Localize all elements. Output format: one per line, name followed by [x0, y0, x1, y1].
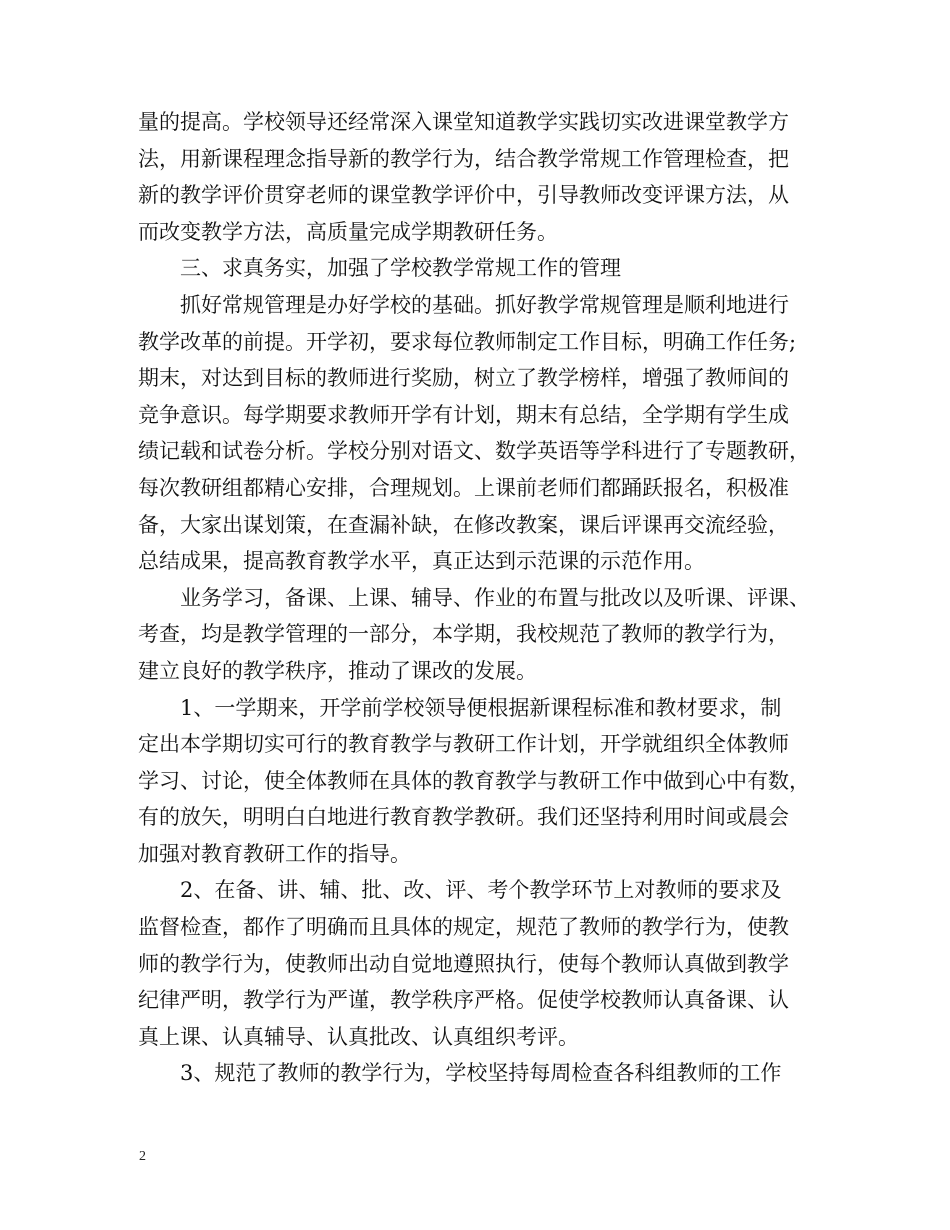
paragraph-line: 总结成果，提高教育教学水平，真正达到示范课的示范作用。: [138, 549, 705, 574]
paragraph-line: 纪律严明，教学行为严谨，教学秩序严格。促使学校教师认真备课、认: [138, 988, 789, 1013]
paragraph-line: 每次教研组都精心安排，合理规划。上课前老师们都踊跃报名，积极准: [138, 475, 789, 500]
paragraph-line: 新的教学评价贯穿老师的课堂教学评价中，引导教师改变评课方法，从: [138, 183, 789, 208]
paragraph-line: 1、一学期来，开学前学校领导便根据新课程标准和教材要求，制: [180, 695, 782, 720]
paragraph: [138, 872, 818, 1055]
paragraph-line: 竞争意识。每学期要求教师开学有计划，期末有总结，全学期有学生成: [138, 402, 789, 427]
paragraph-line: 绩记载和试卷分析。学校分别对语文、数学英语等学科进行了专题教研，: [138, 439, 810, 464]
paragraph: [138, 104, 818, 250]
paragraph-line: 监督检查，都作了明确而且具体的规定，规范了教师的教学行为，使教: [138, 915, 789, 940]
paragraph-line: 考查，均是教学管理的一部分，本学期，我校规范了教师的教学行为，: [138, 622, 789, 647]
paragraph-line: 有的放矢，明明白白地进行教育教学教研。我们还坚持利用时间或晨会: [138, 805, 789, 830]
paragraph-line: 法，用新课程理念指导新的教学行为，结合教学常规工作管理检查，把: [138, 146, 789, 171]
paragraph: [138, 250, 818, 287]
paragraph-line: 而改变教学方法，高质量完成学期教研任务。: [138, 219, 558, 244]
paragraph: [138, 1055, 818, 1092]
paragraph-line: 三、求真务实，加强了学校教学常规工作的管理: [180, 256, 621, 281]
paragraph: [138, 287, 818, 580]
paragraph-line: 师的教学行为，使教师出动自觉地遵照执行，使每个教师认真做到教学: [138, 951, 789, 976]
paragraph-line: 加强对教育教研工作的指导。: [138, 841, 411, 866]
page-number: 2: [139, 1149, 146, 1164]
paragraph-line: 备，大家出谋划策，在查漏补缺，在修改教案，课后评课再交流经验，: [138, 512, 789, 537]
paragraph-line: 量的提高。学校领导还经常深入课堂知道教学实践切实改进课堂教学方: [138, 110, 789, 134]
paragraph-line: 建立良好的教学秩序，推动了课改的发展。: [138, 658, 537, 683]
paragraph-line: 3、规范了教师的教学行为，学校坚持每周检查各科组教师的工作: [180, 1061, 782, 1086]
paragraph-line: 业务学习，备课、上课、辅导、作业的布置与批改以及听课、评课、: [180, 585, 810, 610]
document-body: [138, 104, 818, 1092]
paragraph-line: 学习、讨论，使全体教师在具体的教育教学与教研工作中做到心中有数，: [138, 768, 810, 793]
paragraph-line: 教学改革的前提。开学初，要求每位教师制定工作目标，明确工作任务;: [138, 329, 797, 354]
paragraph-line: 定出本学期切实可行的教育教学与教研工作计划，开学就组织全体教师: [138, 732, 789, 757]
paragraph-line: 期末，对达到目标的教师进行奖励，树立了教学榜样，增强了教师间的: [138, 366, 789, 391]
paragraph-line: 真上课、认真辅导、认真批改、认真组织考评。: [138, 1024, 579, 1049]
paragraph-line: 2、在备、讲、辅、批、改、评、考个教学环节上对教师的要求及: [180, 878, 782, 903]
paragraph: [138, 690, 818, 873]
paragraph: [138, 580, 818, 690]
paragraph-line: 抓好常规管理是办好学校的基础。抓好教学常规管理是顺利地进行: [180, 292, 789, 317]
